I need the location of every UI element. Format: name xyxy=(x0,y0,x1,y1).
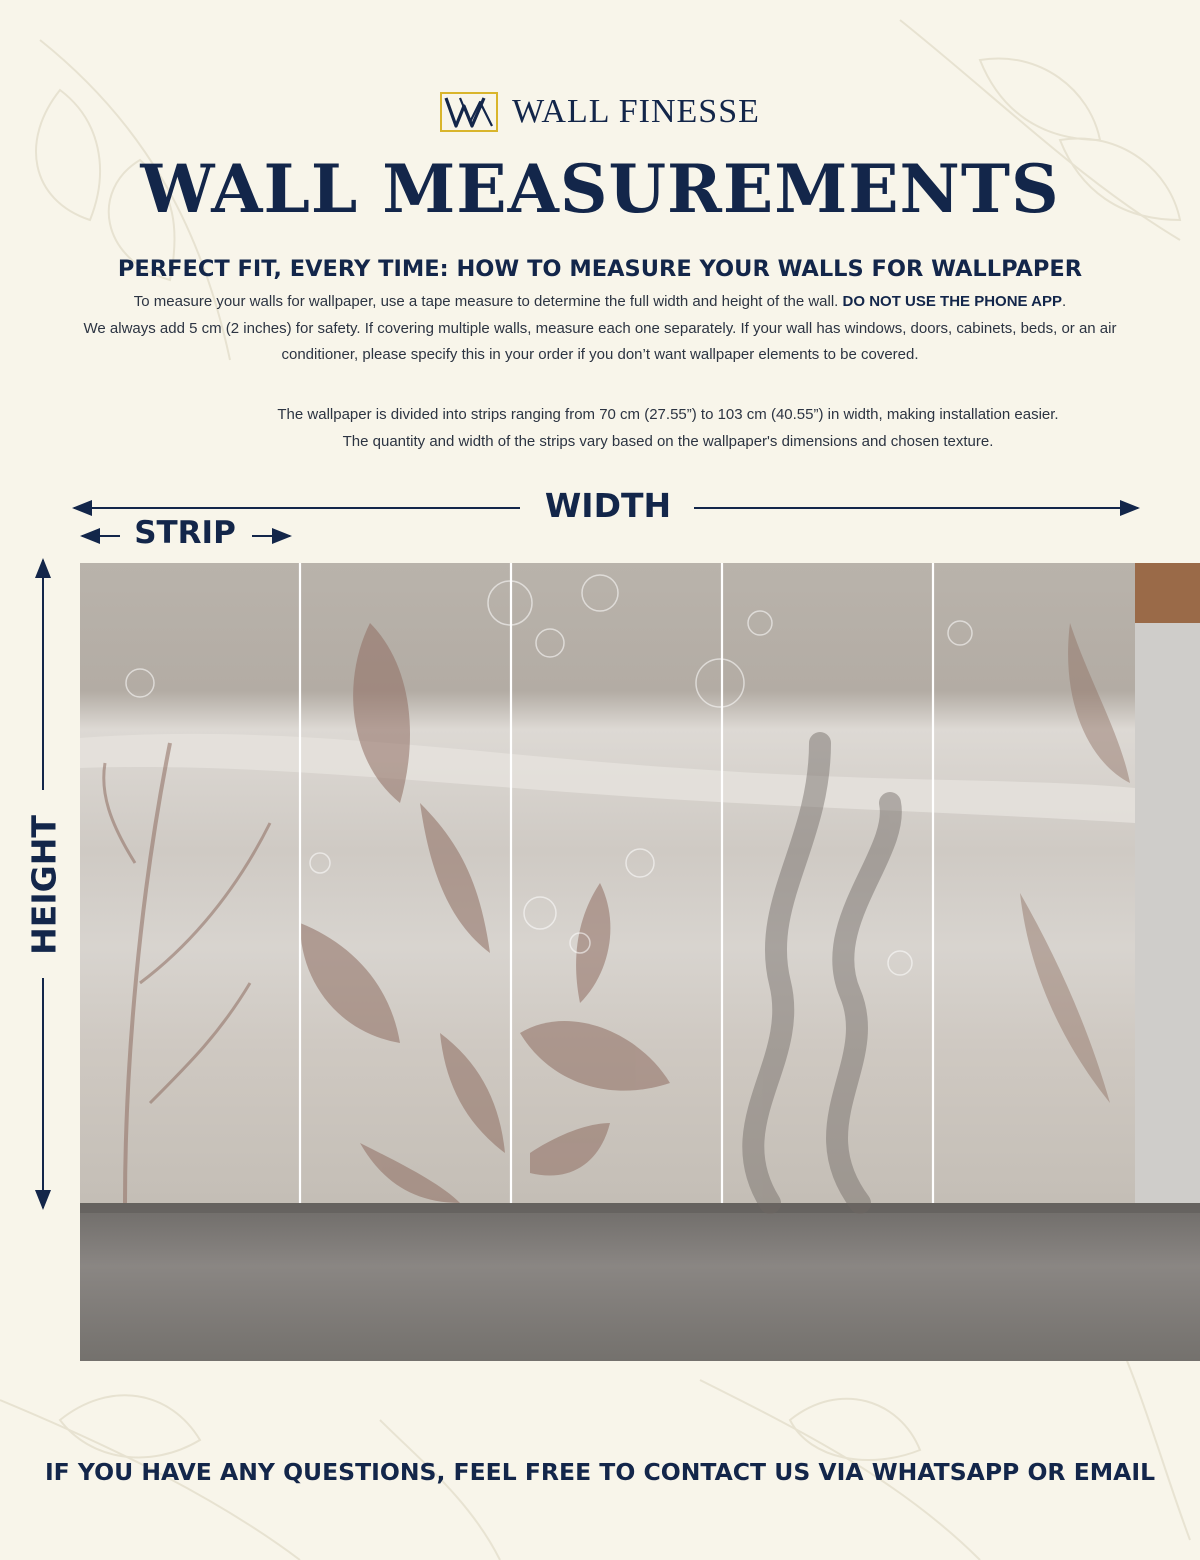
height-label: HEIGHT xyxy=(24,815,64,955)
brand-logo xyxy=(0,92,1200,132)
strip-label: STRIP xyxy=(134,515,236,551)
strip-info-line-1: The wallpaper is divided into strips ranging from 70 cm (27.55”) to 103 cm (40.55”) in width, making installation easier. xyxy=(277,406,1059,423)
strip-info-paragraph xyxy=(130,402,1200,455)
phone-app-warning: DO NOT USE THE PHONE APP xyxy=(842,293,1063,310)
intro-sentence-1: To measure your walls for wallpaper, use a tape measure to determine the full width and height of the wall. xyxy=(133,293,839,310)
intro-paragraph xyxy=(70,289,1130,369)
intro-sentence-2: We always add 5 cm (2 inches) for safety. If covering multiple walls, measure each one separately. If your wall has windows, doors, cabinets, beds, or an air conditioner, please specify this in your order if you don’t want wallpaper elements to be covered. xyxy=(83,319,1117,363)
page-title: WALL MEASUREMENTS xyxy=(140,150,1060,228)
room-illustration xyxy=(80,563,1200,1361)
brand-name: WALL FINESSE xyxy=(512,93,760,130)
intro-sentence-1-end: . xyxy=(1062,293,1067,310)
page-subtitle: PERFECT FIT, EVERY TIME: HOW TO MEASURE YOUR WALLS FOR WALLPAPER xyxy=(117,256,1083,282)
wallpaper-wall-diagram xyxy=(80,563,1200,1361)
width-label: WIDTH xyxy=(544,486,672,525)
wf-monogram-icon xyxy=(440,92,498,132)
strip-info-line-2: The quantity and width of the strips vary based on the wallpaper's dimensions and chosen texture. xyxy=(342,432,994,450)
contact-footer: IF YOU HAVE ANY QUESTIONS, FEEL FREE TO CONTACT US VIA WHATSAPP OR EMAIL xyxy=(44,1458,1156,1486)
